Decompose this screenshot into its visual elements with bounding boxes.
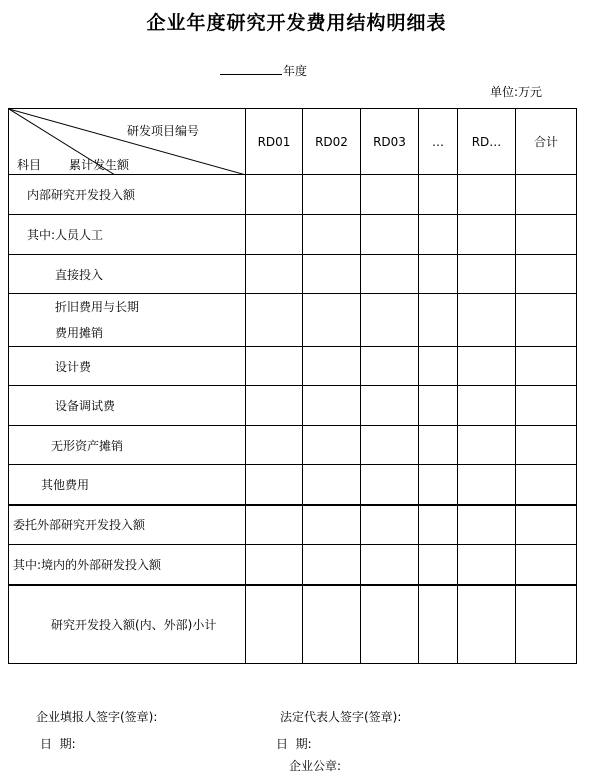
row-label-cell [9, 255, 246, 294]
value-cell-rd-more[interactable] [458, 505, 516, 545]
row-label-cell [9, 175, 246, 215]
table-row [9, 347, 577, 386]
row-label-text: 委托外部研究开发投入额 [13, 518, 146, 533]
value-cell-rd03[interactable] [361, 545, 419, 585]
value-cell-ellipsis[interactable] [419, 386, 458, 426]
value-cell-ellipsis[interactable] [419, 426, 458, 465]
column-header-ellipsis: … [419, 109, 458, 175]
value-cell-rd-more[interactable] [458, 215, 516, 255]
value-cell-rd02[interactable] [303, 347, 361, 386]
value-cell-rd02[interactable] [303, 175, 361, 215]
date-label-left: 日 期: [40, 737, 76, 751]
value-cell-rd03[interactable] [361, 505, 419, 545]
value-cell-rd-more[interactable] [458, 545, 516, 585]
row-label-text: 直接投入 [55, 267, 104, 282]
value-cell-total[interactable] [516, 585, 577, 664]
table-row [9, 294, 577, 347]
value-cell-ellipsis[interactable] [419, 215, 458, 255]
value-cell-rd02[interactable] [303, 505, 361, 545]
value-cell-rd03[interactable] [361, 386, 419, 426]
row-label-text: 折旧费用与长期 [55, 300, 140, 314]
filler-signature-label: 企业填报人签字(签章): [36, 710, 158, 724]
column-header-rd01: RD01 [246, 109, 303, 175]
value-cell-rd03[interactable] [361, 294, 419, 347]
value-cell-rd01[interactable] [246, 505, 303, 545]
company-seal-label: 企业公章: [289, 759, 342, 773]
value-cell-total[interactable] [516, 386, 577, 426]
value-cell-rd03[interactable] [361, 585, 419, 664]
value-cell-rd-more[interactable] [458, 386, 516, 426]
value-cell-rd01[interactable] [246, 465, 303, 505]
value-cell-ellipsis[interactable] [419, 294, 458, 347]
value-cell-rd02[interactable] [303, 585, 361, 664]
value-cell-rd-more[interactable] [458, 347, 516, 386]
value-cell-rd02[interactable] [303, 465, 361, 505]
value-cell-rd01[interactable] [246, 347, 303, 386]
value-cell-total[interactable] [516, 175, 577, 215]
table-row [9, 215, 577, 255]
table-row [9, 426, 577, 465]
value-cell-rd-more[interactable] [458, 426, 516, 465]
value-cell-total[interactable] [516, 465, 577, 505]
year-suffix: 年度 [283, 64, 308, 78]
corner-label-subject: 科目 [17, 158, 42, 172]
corner-label-project-no: 研发项目编号 [127, 124, 200, 138]
row-label-cell [9, 585, 246, 664]
value-cell-ellipsis[interactable] [419, 585, 458, 664]
row-label-text: 其中:境内的外部研发投入额 [13, 557, 162, 572]
value-cell-rd03[interactable] [361, 347, 419, 386]
row-label-cell [9, 386, 246, 426]
year-blank[interactable] [220, 62, 282, 75]
row-label-text: 设备调试费 [55, 399, 116, 413]
value-cell-rd01[interactable] [246, 545, 303, 585]
table-row [9, 545, 577, 585]
column-header-rd-more: RD… [458, 109, 516, 175]
corner-label-cumulative: 累计发生额 [69, 158, 130, 172]
value-cell-rd-more[interactable] [458, 294, 516, 347]
date-label-right: 日 期: [276, 737, 312, 751]
value-cell-rd02[interactable] [303, 294, 361, 347]
row-label-text: 其他费用 [41, 477, 90, 492]
page-title: 企业年度研究开发费用结构明细表 [146, 12, 447, 34]
value-cell-rd03[interactable] [361, 465, 419, 505]
table-row [9, 386, 577, 426]
value-cell-rd-more[interactable] [458, 465, 516, 505]
legal-rep-signature-label: 法定代表人签字(签章): [280, 710, 402, 724]
value-cell-rd01[interactable] [246, 585, 303, 664]
value-cell-rd02[interactable] [303, 386, 361, 426]
row-label-text: 研究开发投入额(内、外部)小计 [51, 617, 217, 632]
value-cell-rd03[interactable] [361, 255, 419, 294]
row-label-cell [9, 545, 246, 585]
table-row [9, 505, 577, 545]
row-label-cell [9, 294, 246, 347]
row-label-text: 费用摊销 [55, 326, 104, 340]
value-cell-total[interactable] [516, 347, 577, 386]
value-cell-rd02[interactable] [303, 215, 361, 255]
value-cell-ellipsis[interactable] [419, 465, 458, 505]
row-label-text: 其中:人员人工 [27, 228, 104, 242]
corner-header-cell [9, 109, 246, 175]
value-cell-rd01[interactable] [246, 215, 303, 255]
table-row [9, 175, 577, 215]
expense-table [8, 108, 577, 664]
value-cell-rd02[interactable] [303, 426, 361, 465]
value-cell-rd03[interactable] [361, 426, 419, 465]
value-cell-rd01[interactable] [246, 255, 303, 294]
value-cell-total[interactable] [516, 215, 577, 255]
value-cell-total[interactable] [516, 294, 577, 347]
row-label-cell [9, 426, 246, 465]
value-cell-total[interactable] [516, 545, 577, 585]
value-cell-rd01[interactable] [246, 175, 303, 215]
value-cell-total[interactable] [516, 255, 577, 294]
row-label-text: 无形资产摊销 [51, 438, 124, 453]
table-row [9, 465, 577, 505]
column-header-total: 合计 [516, 109, 577, 175]
value-cell-rd03[interactable] [361, 175, 419, 215]
value-cell-rd02[interactable] [303, 255, 361, 294]
value-cell-rd-more[interactable] [458, 175, 516, 215]
header-row [9, 109, 577, 175]
column-header-rd03: RD03 [361, 109, 419, 175]
value-cell-rd-more[interactable] [458, 255, 516, 294]
row-label-text: 设计费 [55, 359, 92, 374]
table-row [9, 255, 577, 294]
value-cell-rd01[interactable] [246, 426, 303, 465]
row-label-cell [9, 505, 246, 545]
value-cell-rd-more[interactable] [458, 585, 516, 664]
row-label-cell [9, 347, 246, 386]
year-line [220, 62, 307, 79]
value-cell-ellipsis[interactable] [419, 347, 458, 386]
table-row [9, 585, 577, 664]
value-cell-rd02[interactable] [303, 545, 361, 585]
value-cell-rd01[interactable] [246, 386, 303, 426]
row-label-cell [9, 215, 246, 255]
value-cell-total[interactable] [516, 426, 577, 465]
row-label-text: 内部研究开发投入额 [27, 188, 136, 202]
row-label-cell [9, 465, 246, 505]
value-cell-rd03[interactable] [361, 215, 419, 255]
value-cell-rd01[interactable] [246, 294, 303, 347]
unit-label: 单位:万元 [490, 85, 543, 99]
value-cell-ellipsis[interactable] [419, 505, 458, 545]
value-cell-ellipsis[interactable] [419, 545, 458, 585]
column-header-rd02: RD02 [303, 109, 361, 175]
value-cell-ellipsis[interactable] [419, 175, 458, 215]
value-cell-total[interactable] [516, 505, 577, 545]
value-cell-ellipsis[interactable] [419, 255, 458, 294]
